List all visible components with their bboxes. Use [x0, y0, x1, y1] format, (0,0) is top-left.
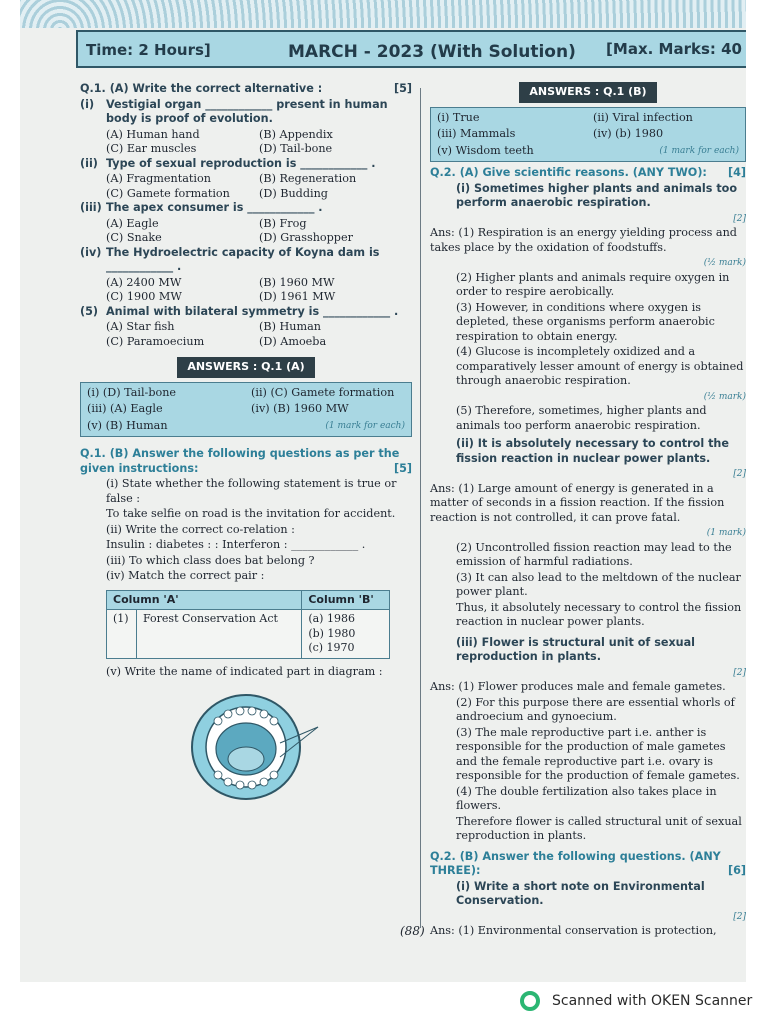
- q1b-heading: Q.1. (B) Answer the following questions as per the given instructions: [5]: [80, 447, 412, 475]
- paper-title: MARCH - 2023 (With Solution): [288, 42, 576, 62]
- q1b-ii: (ii) Write the correct co-relation :: [106, 522, 295, 536]
- q1a-item: (iv) The Hydroelectric capacity of Koyna dam is ____________ . (A) 2400 MW (B) 1960 MW (C) 1900 MW (D) 1961 MW: [80, 245, 380, 303]
- scanner-watermark: [520, 990, 752, 1012]
- time-label: Time: 2 Hours]: [86, 41, 211, 59]
- match-table: Column 'A' Column 'B' (1) Forest Conservation Act (a) 1986 (b) 1980 (c) 1970: [106, 590, 390, 659]
- answers-tag: ANSWERS : Q.1 (A): [177, 357, 314, 378]
- answers-tag: ANSWERS : Q.1 (B): [519, 82, 656, 103]
- answers-box: (i) True (ii) Viral infection (iii) Mammals (iv) (b) 1980 (v) Wisdom teeth (1 mark for each): [430, 107, 746, 163]
- q1a-item: (iii) The apex consumer is ____________ . (A) Eagle (B) Frog (C) Snake (D) Grasshopper: [80, 201, 353, 244]
- q1b-iv: (iv) Match the correct pair :: [106, 569, 265, 582]
- max-marks: [Max. Marks: 40: [606, 40, 742, 58]
- q1b-iii: (iii) To which class does bat belong ?: [106, 553, 315, 567]
- paper-header: [76, 30, 746, 68]
- q2a-heading: Q.2. (A) Give scientific reasons. (ANY TWO): [4]: [430, 166, 746, 179]
- answers-box: (i) (D) Tail-bone (ii) (C) Gamete formation (iii) (A) Eagle (iv) (B) 1960 MW (v) (B) Human (1 mark for each): [80, 382, 412, 438]
- q2b-heading: Q.2. (B) Answer the following questions. (ANY THREE): [6]: [430, 849, 746, 877]
- q1b-v: (v) Write the name of indicated part in diagram :: [106, 664, 383, 678]
- q1a-item: (5) Animal with bilateral symmetry is ____________ . (A) Star fish (B) Human (C) Paramoecium (D) Amoeba: [80, 304, 399, 348]
- document-page: [20, 0, 746, 982]
- oken-logo-icon: [520, 991, 540, 1011]
- q1a-item: (ii) Type of sexual reproduction is ____________ . (A) Fragmentation (B) Regeneration (C) Gamete formation (D) Budding: [80, 156, 376, 200]
- column-divider: [420, 88, 421, 928]
- decorative-border: [20, 0, 746, 28]
- scanner-text: Scanned with OKEN Scanner: [552, 993, 753, 1009]
- left-column: Q.1. (A) Write the correct alternative : [5] (i) Vestigial organ ____________ present in human body is proof of evolution. (A) Human hand (B) Appendix (C) Ear muscles (D) Tail-bone (ii) Type of sexual reproduction is ____________ . (A) Fragmentation (B) Regeneration (C) Gamete formation (D) Budding (iii) The apex consumer is ____________ . (A) Eagle (B) Frog (C) Snake (D) Grasshopper (iv) The Hydroelectric capacity of Koyna dam is ____________ . (A) 2400 MW (B) 1960 MW (C) 1900 MW (D) 1961 MW (5) Animal with bilateral symmetry is ____________ . (A) Star fish (B) Human (C) Paramoecium (D) Amoeba ANSWERS : Q.1 (A) (i) (D) Tail-bone (ii) (C) Gamete formation (iii) (A) Eagle (iv) (B) 1960 MW (v) (B) Human (1 mark for each) Q.1. (B) Answer the following questions as per the given instructions: [5] (i) State whether the following statement is true or false : To take selfie on road is the invitation for accident. (ii) Write the correct co-relation : Insulin : diabetes : : Interferon : ____________ . (iii) To which class does bat belong ? (iv) Match the correct pair : Column 'A' Column 'B' (1) Forest Conservation Act (a) 1986 (b) 1980 (c) 1970 (v) Write the name of indicated part in diagram :: [80, 82, 412, 812]
- mouth-diagram-icon: [188, 687, 412, 812]
- right-column: ANSWERS : Q.1 (B) (i) True (ii) Viral infection (iii) Mammals (iv) (b) 1980 (v) Wisdom teeth (1 mark for each) Q.2. (A) Give scientific reasons. (ANY TWO): [4] (i) Sometimes higher plants and animals too perform anaerobic respiration. [2] Ans: (1) Respiration is an energy yielding process and takes place by the oxidation of foodstuffs. (½ mark) (2) Higher plants and animals require oxygen in order to respire aerobically. (3) However, in conditions where oxygen is depleted, these organisms perform anaerobic respiration to obtain energy. (4) Glucose is incompletely oxidized and a comparatively lesser amount of energy is obtained through anaerobic respiration. (½ mark) (5) Therefore, sometimes, higher plants and animals too perform anaerobic respiration. (ii) It is absolutely necessary to control the fission reaction in nuclear power plants. [2] Ans: (1) Large amount of energy is generated in a matter of seconds in a fission reaction. If the fission reaction is not controlled, it can prove fatal. (1 mark) (2) Uncontrolled fission reaction may lead to the emission of harmful radiations. (3) It can also lead to the meltdown of the nuclear power plant. Thus, it absolutely necessary to control the fission reaction in nuclear power plants. (iii) Flower is structural unit of sexual reproduction in plants. [2] Ans: (1) Flower produces male and female gametes. (2) For this purpose there are essential whorls of androecium and gynoecium. (3) The male reproductive part i.e. anther is responsible for the production of male gametes and the female reproductive part i.e. ovary is responsible for the production of female gametes. (4) The double fertilization also takes place in flowers. Therefore flower is called structural unit of sexual reproduction in plants. Q.2. (B) Answer the following questions. (ANY THREE): [6] (i) Write a short note on Environmental Conservation. [2] Ans: (1) Environmental conservation is protection,: [430, 82, 746, 940]
- page-number: (88): [400, 924, 425, 938]
- q1b-i: (i) State whether the following statement is true or false :: [106, 477, 397, 505]
- q1a-item: (i) Vestigial organ ____________ present in human body is proof of evolution. (A) Human hand (B) Appendix (C) Ear muscles (D) Tail-bone: [80, 97, 388, 155]
- q1a-heading: Q.1. (A) Write the correct alternative : [5]: [80, 82, 412, 95]
